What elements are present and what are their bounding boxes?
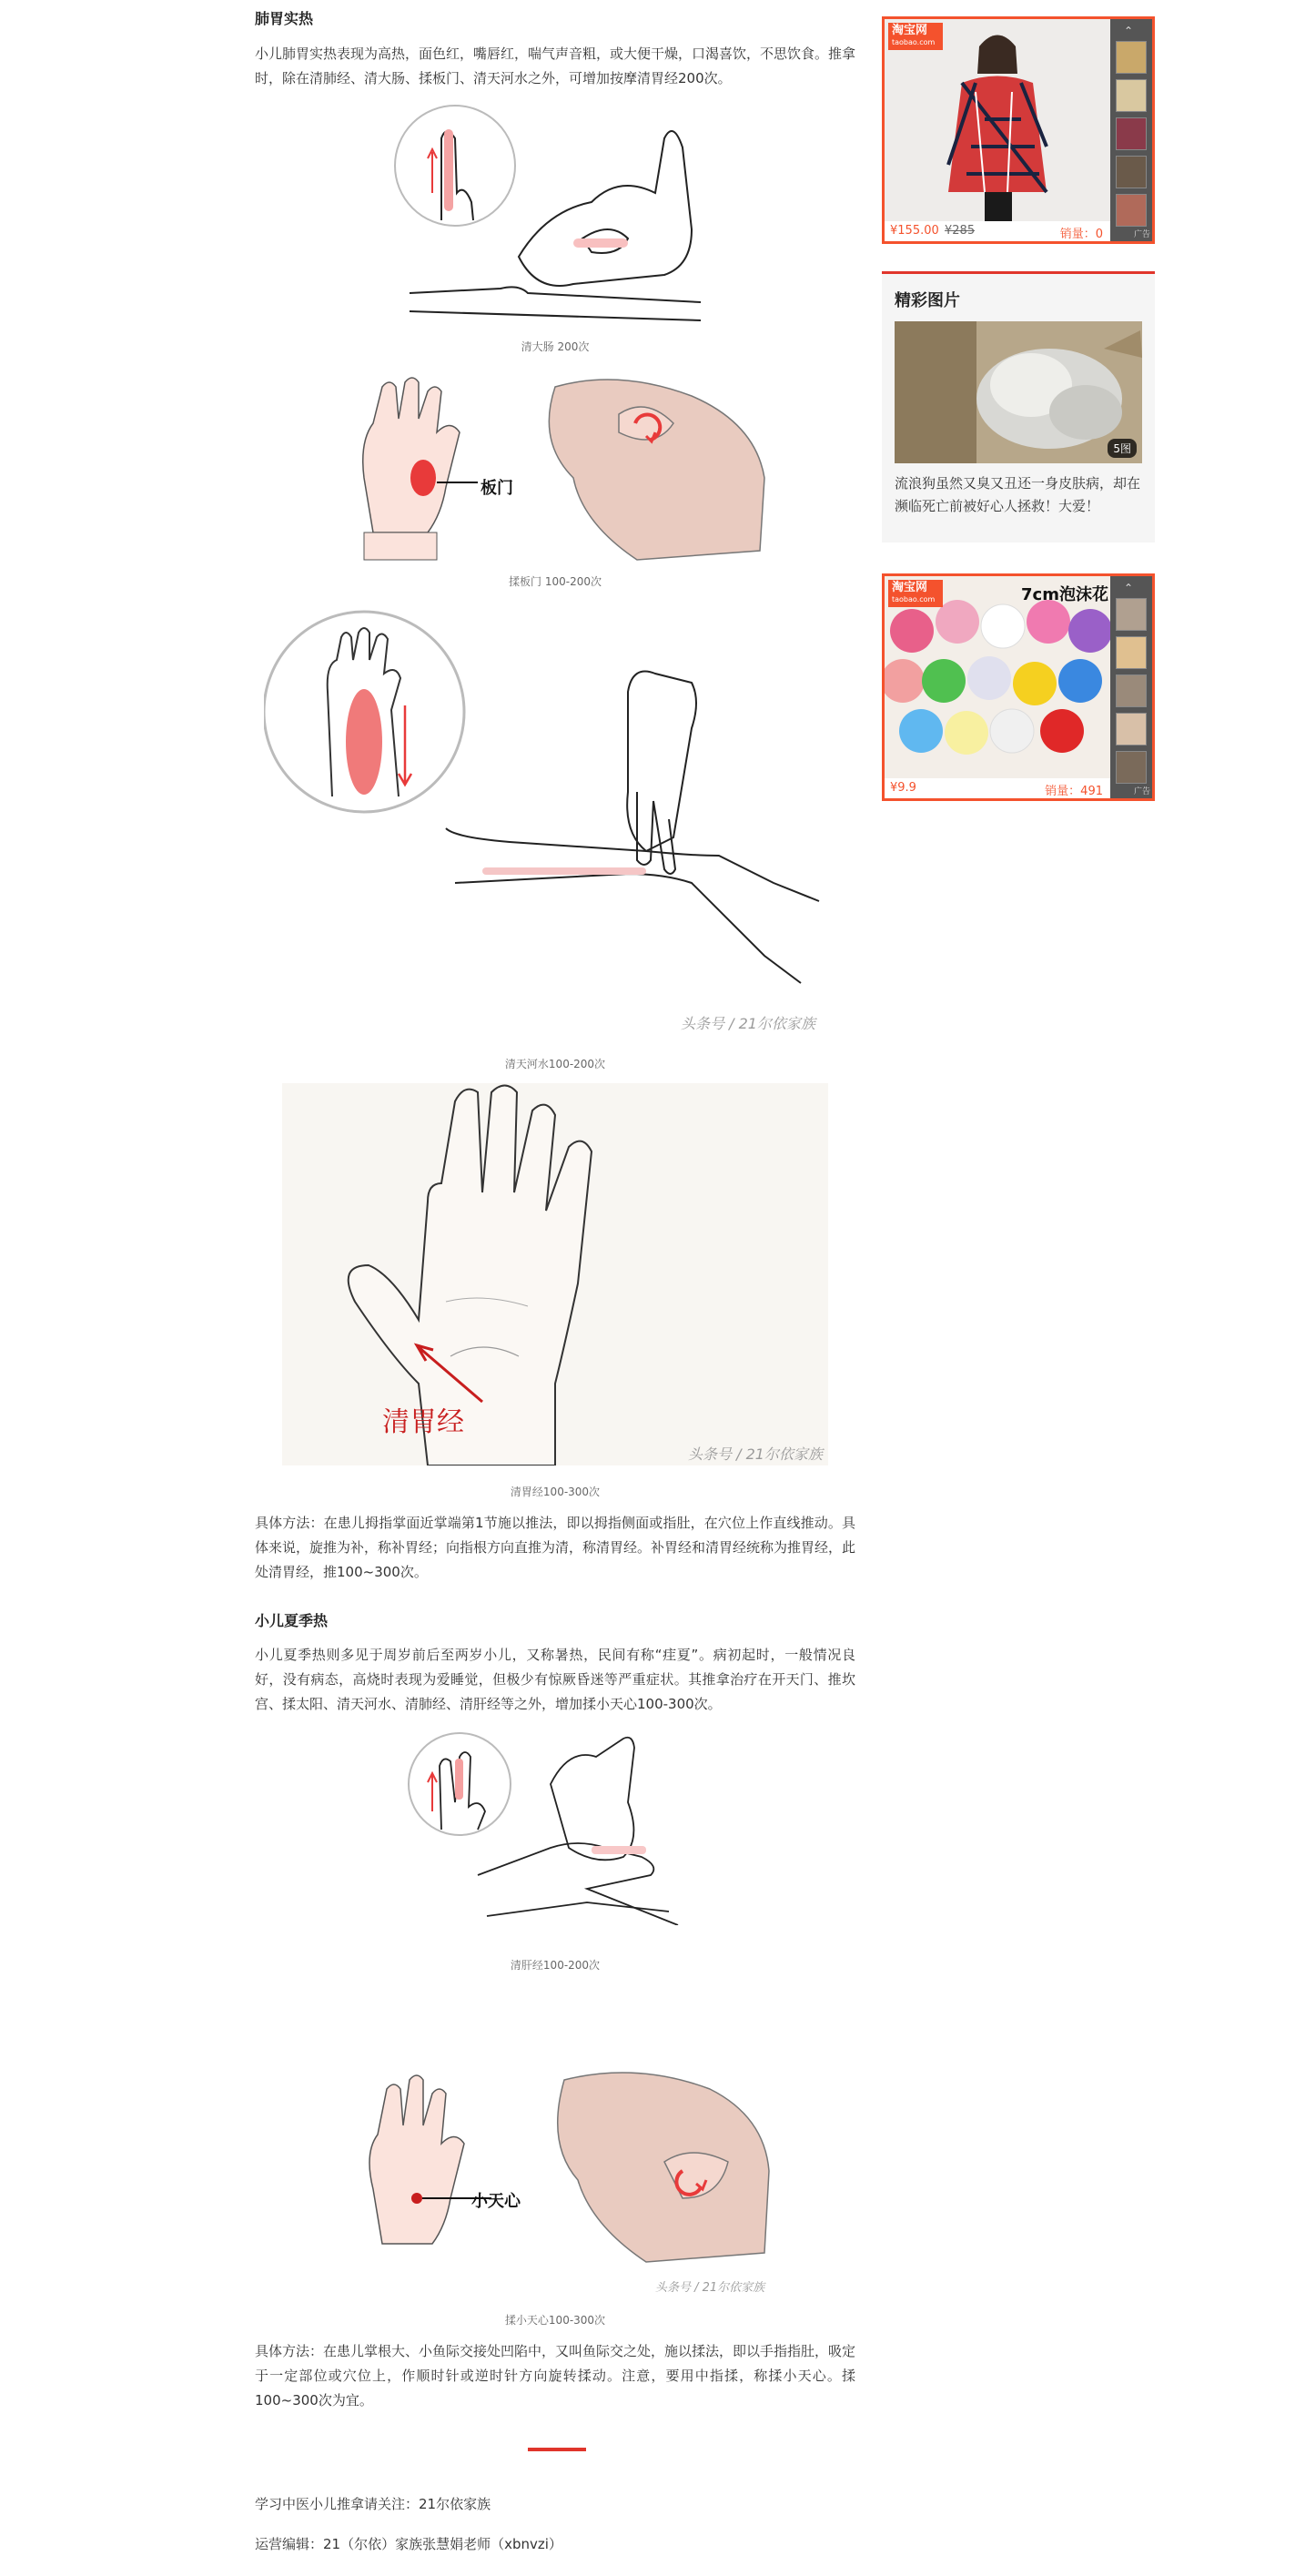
thumbnail[interactable]	[1116, 79, 1147, 112]
section-paragraph: 小儿肺胃实热表现为高热，面色红，嘴唇红，喘气声音粗，或大便干燥，口渴喜饮，不思饮食。推拿时，除在清肺经、清大肠、揉板门、清天河水之外，可增加按摩清胃经200次。	[255, 46, 856, 86]
sales-count: 销量：0	[1059, 228, 1103, 241]
thumbnail[interactable]	[1116, 598, 1147, 631]
figure-caption: 揉小天心100-300次	[504, 2314, 606, 2327]
thumbnail[interactable]	[1116, 674, 1147, 707]
original-price: ¥285	[945, 224, 976, 238]
thumbnail[interactable]	[1116, 156, 1147, 188]
figure-caption: 清大肠 200次	[521, 340, 590, 353]
editor-note: 运营编辑：21（尔依）家族张慧娟老师（xbnvzi）	[255, 2536, 562, 2552]
price-bar	[885, 778, 1110, 798]
figure-caption: 清肝经100-200次	[510, 1959, 601, 1972]
thumbnail-strip	[1110, 19, 1152, 241]
image-count-badge: 5图	[1108, 439, 1137, 458]
illustration-knead-xiaotianxin	[346, 2062, 774, 2267]
acupoint-label-banmen: 板门	[481, 479, 513, 498]
panel-title: 精彩图片	[895, 291, 960, 310]
chevron-up-icon[interactable]: ⌃	[1124, 25, 1134, 37]
watermark: 头条号 / 21尔依家族	[655, 2281, 765, 2295]
featured-pictures-panel	[882, 271, 1155, 543]
illustration-clear-large-intestine	[391, 102, 719, 330]
figure-caption: 清天河水100-200次	[504, 1058, 606, 1070]
thumbnail[interactable]	[1116, 194, 1147, 227]
watermark: 头条号 / 21尔依家族	[688, 1445, 823, 1463]
method-paragraph: 具体方法：在患儿掌根大、小鱼际交接处凹陷中，又叫鱼际交之处，施以揉法，即以手指指肚，吸定于一定部位或穴位上，作顺时针或逆时针方向旋转揉动。注意，要用中指揉，称揉小天心。揉100~300次为宜。	[255, 2343, 856, 2409]
thumbnail[interactable]	[1116, 41, 1147, 74]
figure-caption: 清胃经100-300次	[510, 1486, 601, 1498]
taobao-ad-foam-flowers[interactable]	[882, 573, 1155, 801]
thumbnail[interactable]	[1116, 751, 1147, 784]
watermark: 头条号 / 21尔依家族	[681, 1015, 815, 1032]
price-bar	[885, 221, 1110, 241]
featured-caption-link[interactable]: 流浪狗虽然又臭又丑还一身皮肤病，却在濒临死亡前被好心人拯救！大爱！	[895, 475, 1141, 514]
taobao-logo: 淘宝网 taobao.com	[888, 580, 943, 607]
product-headline: 7cm泡沫花	[1021, 585, 1108, 604]
illustration-clear-heavenly-river	[264, 610, 828, 1047]
section-title-lung-stomach-heat: 肺胃实热	[255, 10, 314, 27]
illustration-clear-stomach-meridian	[282, 1083, 828, 1465]
thumbnail-strip	[1110, 576, 1152, 798]
chevron-up-icon[interactable]: ⌃	[1124, 582, 1134, 594]
follow-note: 学习中医小儿推拿请关注：21尔依家族	[255, 2496, 491, 2512]
illustration-clear-liver-meridian	[405, 1729, 696, 1925]
thumbnail[interactable]	[1116, 117, 1147, 150]
method-paragraph: 具体方法：在患儿拇指掌面近掌端第1节施以推法，即以拇指侧面或指肚，在穴位上作直线推动。具体来说，旋推为补，称补胃经；向指根方向直推为清，称清胃经。补胃经和清胃经统称为推胃经，此处清胃经，推100~300次。	[255, 1515, 856, 1580]
price: ¥9.9	[890, 781, 916, 795]
featured-image[interactable]	[895, 321, 1142, 463]
thumbnail[interactable]	[1116, 713, 1147, 745]
ad-tag: 广告	[1133, 230, 1150, 239]
article	[255, 0, 855, 2576]
illustration-knead-banmen	[346, 369, 774, 564]
section-divider	[528, 2448, 586, 2451]
thumbnail[interactable]	[1116, 636, 1147, 669]
acupoint-label-stomach-meridian: 清胃经	[382, 1406, 464, 1438]
taobao-logo: 淘宝网 taobao.com	[888, 23, 943, 50]
acupoint-label-xiaotianxin: 小天心	[471, 2192, 521, 2211]
figure-caption: 揉板门 100-200次	[509, 575, 602, 588]
ad-tag: 广告	[1133, 787, 1150, 796]
section-title-summer-fever: 小儿夏季热	[255, 1612, 329, 1629]
sales-count: 销量：491	[1045, 785, 1103, 798]
price: ¥155.00	[890, 224, 939, 238]
taobao-ad-scarf[interactable]	[882, 16, 1155, 244]
section-paragraph: 小儿夏季热则多见于周岁前后至两岁小儿，又称暑热，民间有称“疰夏”。病初起时，一般情况良好，没有病态，高烧时表现为爱睡觉，但极少有惊厥昏迷等严重症状。其推拿治疗在开天门、推坎宫、揉太阳、清天河水、清肺经、清肝经等之外，增加揉小天心100-300次。	[255, 1647, 855, 1712]
